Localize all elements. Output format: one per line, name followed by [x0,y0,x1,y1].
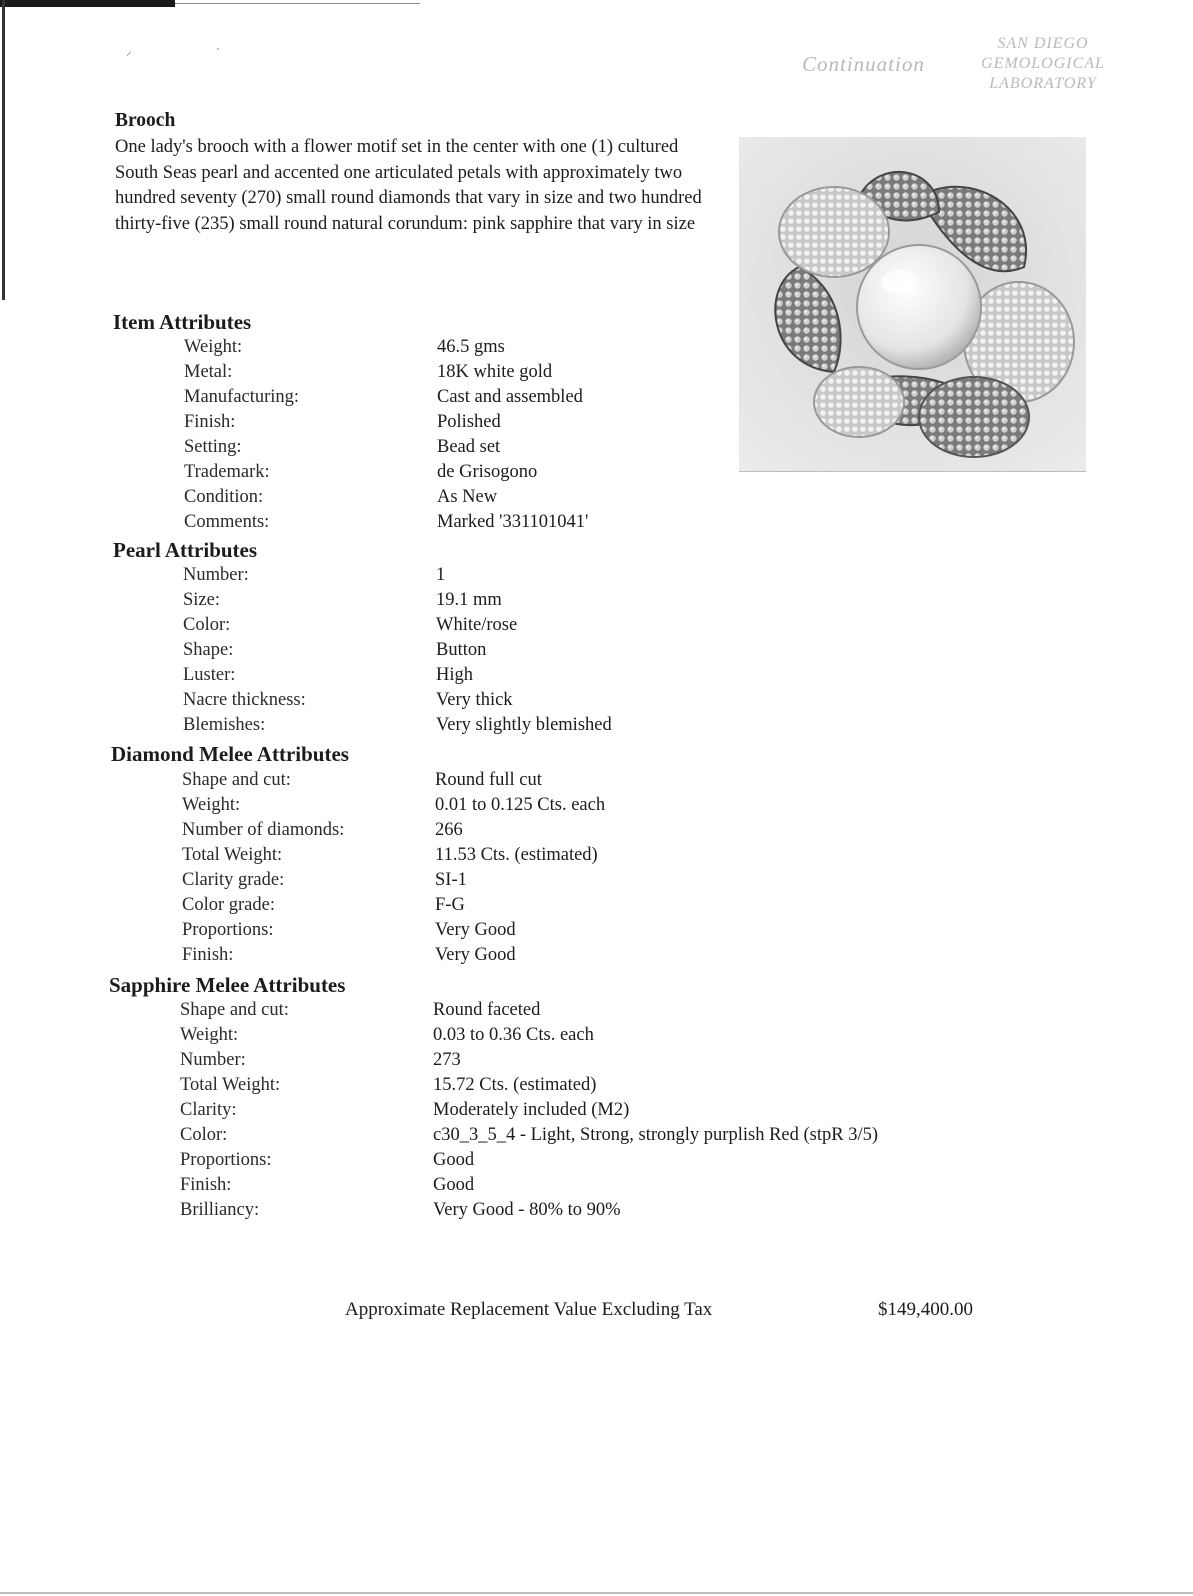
section-title-diamond-melee-attributes: Diamond Melee Attributes [111,742,349,766]
attribute-value: 0.03 to 0.36 Cts. each [433,1025,594,1045]
attribute-label: Shape: [183,640,234,660]
attribute-value: Round full cut [435,770,542,790]
attribute-value: 15.72 Cts. (estimated) [433,1075,597,1095]
attribute-label: Clarity grade: [182,870,285,890]
attribute-value: Round faceted [433,1000,541,1020]
attribute-value: F-G [435,895,465,915]
brooch-photo [739,137,1086,472]
attribute-label: Nacre thickness: [183,690,306,710]
brooch-illustration [739,137,1086,471]
replacement-value-label: Approximate Replacement Value Excluding Tax [345,1299,713,1320]
attribute-value: 266 [435,820,463,840]
attribute-label: Manufacturing: [184,387,300,407]
attribute-value: 273 [433,1050,461,1070]
section-title-item-attributes: Item Attributes [113,310,252,334]
attribute-label: Clarity: [180,1100,237,1120]
attribute-value: 19.1 mm [436,590,502,610]
scan-edge-bottom [0,1592,1193,1594]
attribute-label: Finish: [180,1175,232,1195]
attribute-label: Proportions: [182,920,274,940]
item-description: One lady's brooch with a flower motif set in the center with one (1) cultured South Seas pearl and accented one articulated petals with approximately two hundred seventy (270) small round diamonds that vary in size and two hundred thirty-five (235) small round natural corundum: pink sapphire that vary in size [115,137,702,234]
attribute-value: As New [437,487,498,507]
attribute-label: Brilliancy: [180,1200,260,1220]
scan-line-top [175,3,420,4]
attribute-value: 46.5 gms [437,337,505,357]
attribute-value: SI-1 [435,870,467,890]
attribute-label: Comments: [184,512,270,532]
attribute-label: Shape and cut: [180,1000,289,1020]
scan-edge-left [2,0,5,300]
attribute-value: Very Good - 80% to 90% [433,1200,621,1220]
attribute-label: Shape and cut: [182,770,291,790]
attribute-label: Luster: [183,665,236,685]
lab-stamp-line: GEMOLOGICAL [981,55,1105,72]
attribute-label: Total Weight: [180,1075,281,1095]
attribute-label: Number of diamonds: [182,820,345,840]
attribute-label: Weight: [180,1025,239,1045]
scan-edge-top [0,0,175,7]
attribute-value: Cast and assembled [437,387,583,407]
attribute-value: c30_3_5_4 - Light, Strong, strongly purplish Red (stpR 3/5) [433,1125,879,1145]
lab-stamp [968,34,1118,94]
attribute-label: Finish: [184,412,236,432]
attribute-label: Finish: [182,945,234,965]
attribute-value: Polished [437,412,501,432]
attribute-label: Blemishes: [183,715,266,735]
attribute-label: Color grade: [182,895,275,915]
attribute-label: Color: [183,615,231,635]
continuation-stamp: Continuation [802,52,925,76]
attribute-label: Metal: [184,362,233,382]
attribute-label: Proportions: [180,1150,272,1170]
attribute-value: 1 [436,565,446,585]
attribute-value: Very Good [435,920,516,940]
attribute-label: Total Weight: [182,845,283,865]
attribute-label: Trademark: [184,462,270,482]
attribute-label: Weight: [184,337,243,357]
attribute-label: Weight: [182,795,241,815]
attribute-value: Very slightly blemished [436,715,612,735]
attribute-value: High [436,665,473,685]
attribute-value: 18K white gold [437,362,553,382]
attribute-value: White/rose [436,615,518,635]
scan-speck: ⸝ [126,44,133,58]
attribute-value: Bead set [437,437,501,457]
attribute-label: Number: [180,1050,246,1070]
attribute-value: Good [433,1175,475,1195]
attribute-value: Good [433,1150,475,1170]
lab-stamp-line: LABORATORY [989,75,1097,92]
section-title-pearl-attributes: Pearl Attributes [113,538,258,562]
attribute-label: Color: [180,1125,228,1145]
replacement-value-amount: $149,400.00 [878,1299,973,1320]
attribute-value: Very thick [436,690,513,710]
scan-speck: · [216,42,220,56]
attribute-value: Button [436,640,487,660]
attribute-value: Marked '331101041' [437,512,589,532]
attribute-label: Size: [183,590,220,610]
attribute-label: Number: [183,565,249,585]
item-title: Brooch [115,110,176,131]
attribute-value: Moderately included (M2) [433,1100,630,1120]
attribute-value: 0.01 to 0.125 Cts. each [435,795,606,815]
attribute-value: 11.53 Cts. (estimated) [435,845,598,865]
attribute-value: Very Good [435,945,516,965]
section-title-sapphire-melee-attributes: Sapphire Melee Attributes [109,973,346,997]
attribute-value: de Grisogono [437,462,538,482]
attribute-label: Condition: [184,487,264,507]
attribute-label: Setting: [184,437,242,457]
lab-stamp-line: SAN DIEGO [997,35,1089,52]
